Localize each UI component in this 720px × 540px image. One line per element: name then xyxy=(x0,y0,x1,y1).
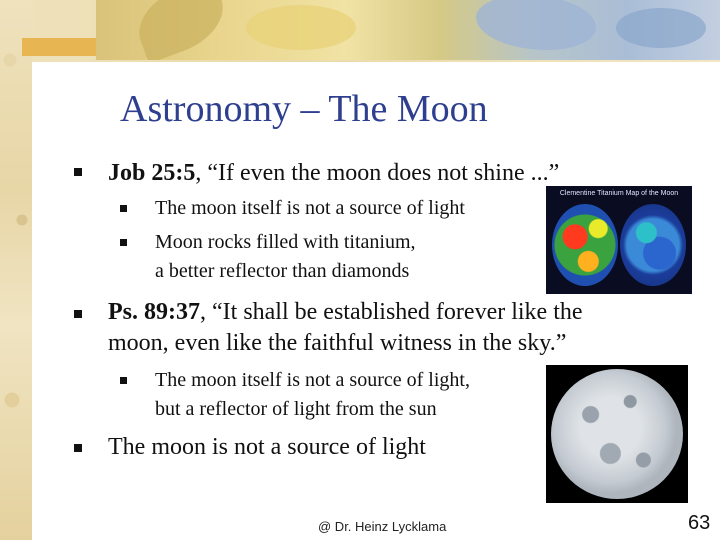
sub-bullet-text: The moon itself is not a source of light, xyxy=(155,369,470,391)
moon-hemisphere-far xyxy=(620,204,686,286)
bullet-marker xyxy=(74,168,82,176)
leaf-decoration xyxy=(246,5,356,50)
leaf-decoration xyxy=(616,8,706,48)
map-caption: Clementine Titanium Map of the Moon xyxy=(559,190,679,197)
sub-bullet-marker xyxy=(120,239,127,246)
decorative-banner xyxy=(96,0,720,60)
bullet-ps-89-37-line2: moon, even like the faithful witness in the sky.” xyxy=(108,330,567,356)
sub-bullet-text-continued: a better reflector than diamonds xyxy=(155,260,410,282)
footer-author: @ Dr. Heinz Lycklama xyxy=(318,519,447,534)
moon-titanium-map-image xyxy=(546,186,692,294)
bullet-job-25-5: Job 25:5, “If even the moon does not shine ...” xyxy=(108,160,560,186)
moon-hemisphere-near xyxy=(552,204,618,286)
parchment-left-band xyxy=(0,0,32,540)
sub-bullet-text-continued: but a reflector of light from the sun xyxy=(155,398,437,420)
sub-bullet-text: Moon rocks filled with titanium, xyxy=(155,231,416,253)
bullet-marker xyxy=(74,310,82,318)
leaf-decoration xyxy=(476,0,596,50)
sub-bullet-marker xyxy=(120,377,127,384)
bullet-conclusion: The moon is not a source of light xyxy=(108,434,426,460)
accent-bar xyxy=(22,38,96,56)
full-moon-image xyxy=(546,365,688,503)
page-number: 63 xyxy=(688,512,711,534)
leaf-decoration xyxy=(128,0,233,60)
bullet-ps-89-37-line1: Ps. 89:37, “It shall be established forever like the xyxy=(108,299,583,325)
sub-bullet-marker xyxy=(120,205,127,212)
bullet-marker xyxy=(74,444,82,452)
moon-disc xyxy=(551,369,683,499)
slide-title: Astronomy – The Moon xyxy=(120,88,488,130)
sub-bullet-text: The moon itself is not a source of light xyxy=(155,197,465,219)
